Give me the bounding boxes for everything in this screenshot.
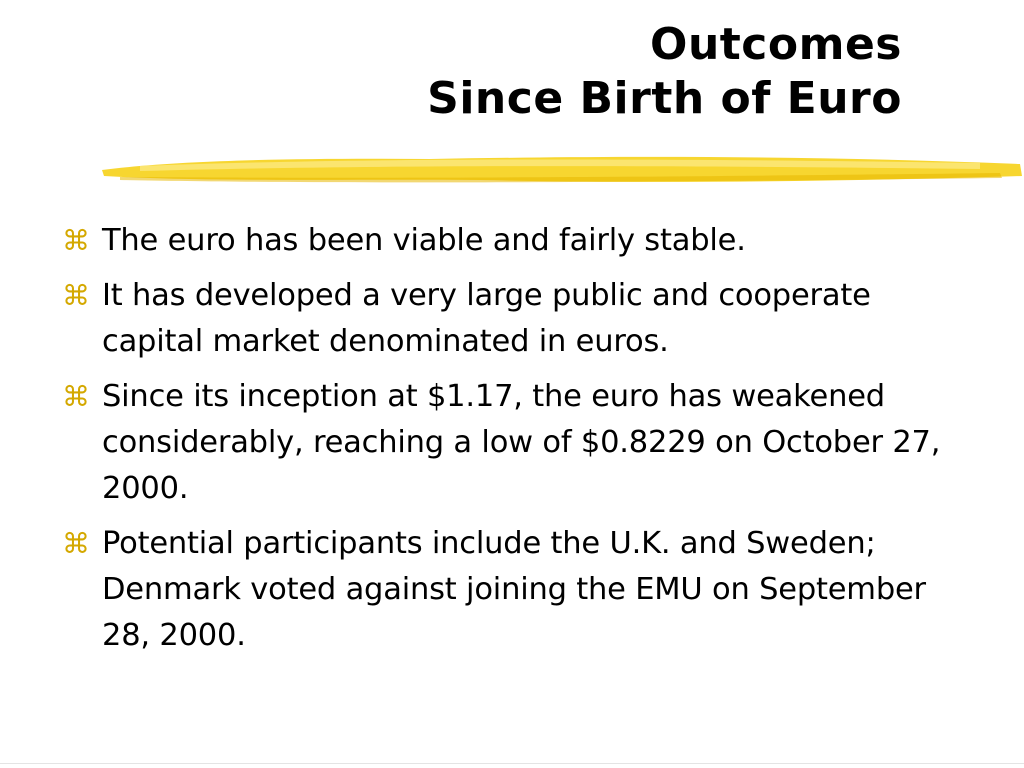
bullet-item — [62, 218, 962, 264]
bullet-text: Potential participants include the U.K. and Sweden; Denmark voted against joining the EMU on September 28, 2000. — [102, 526, 926, 653]
bottom-divider — [0, 763, 1024, 764]
title-line-2: Since Birth of Euro — [427, 73, 902, 124]
bullet-item — [62, 273, 962, 365]
command-key-icon: ⌘ — [62, 224, 90, 257]
command-key-icon: ⌘ — [62, 279, 90, 312]
bullet-list — [62, 218, 962, 668]
bullet-item — [62, 521, 962, 659]
command-key-icon: ⌘ — [62, 527, 90, 560]
slide-title — [427, 18, 902, 126]
bullet-text: The euro has been viable and fairly stable. — [102, 223, 746, 258]
highlighter-stroke — [100, 150, 1024, 190]
bullet-text: Since its inception at $1.17, the euro has weakened considerably, reaching a low of $0.8229 on October 27, 2000. — [102, 379, 941, 506]
title-line-1: Outcomes — [650, 19, 902, 70]
bullet-text: It has developed a very large public and cooperate capital market denominated in euros. — [102, 278, 871, 359]
command-key-icon: ⌘ — [62, 380, 90, 413]
bullet-item — [62, 374, 962, 512]
